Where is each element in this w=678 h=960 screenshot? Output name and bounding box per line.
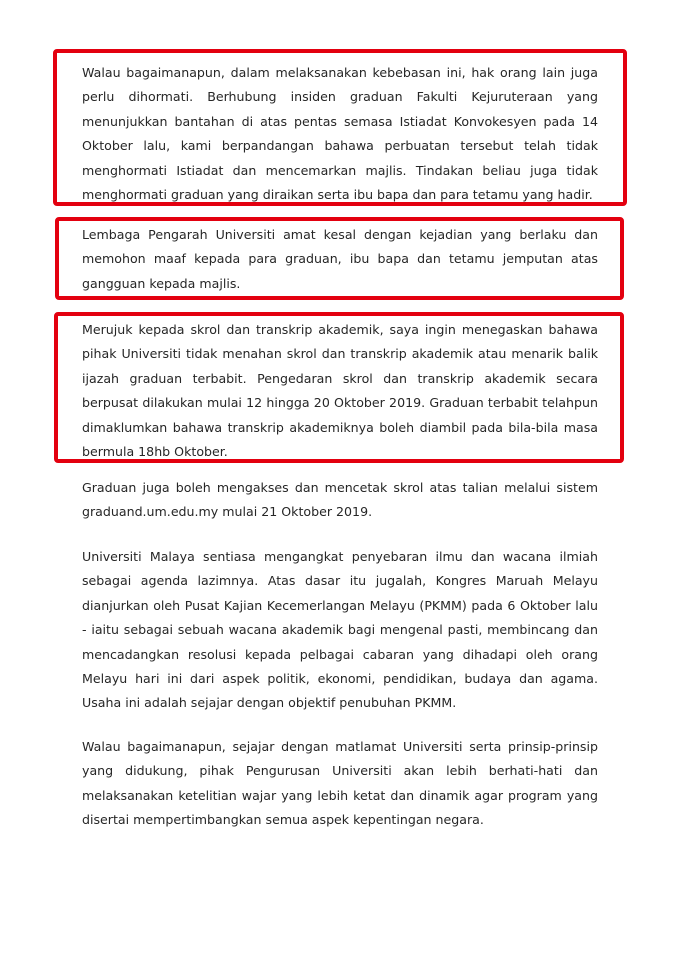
paragraph-scroll-transcript: Merujuk kepada skrol dan transkrip akademik, saya ingin menegaskan bahawa pihak Universiti tidak menahan skrol dan transkrip akademik atau menarik balik ijazah graduan terbabit. Pengedaran skrol dan transkrip akademik secara berpusat dilakukan mulai 12 hingga 20 Oktober 2019. Graduan terbabit telahpun dimaklumkan bahawa transkrip akademiknya boleh diambil pada bila-bila masa bermula 18hb Oktober. (82, 322, 598, 460)
paragraph-management-commitment: Walau bagaimanapun, sejajar dengan matlamat Universiti serta prinsip-prinsip yang didukung, pihak Pengurusan Universiti akan lebih berhati-hati dan melaksanakan ketelitian wajar yang lebih ketat dan dinamik agar program yang disertai mempertimbangkan semua aspek kepentingan negara. (82, 739, 598, 828)
paragraph-online-access: Graduan juga boleh mengakses dan mencetak skrol atas talian melalui sistem graduand.um.edu.my mulai 21 Oktober 2019. (82, 480, 598, 520)
paragraph-malay-congress: Universiti Malaya sentiasa mengangkat penyebaran ilmu dan wacana ilmiah sebagai agenda lazimnya. Atas dasar itu jugalah, Kongres Maruah Melayu dianjurkan oleh Pusat Kajian Kecemerlangan Melayu (PKMM) pada 6 Oktober lalu - iaitu sebagai sebuah wacana akademik bagi mengenal pasti, membincang dan mencadangkan resolusi kepada pelbagai cabaran yang dihadapi oleh orang Melayu hari ini dari aspek politik, ekonomi, pendidikan, budaya dan agama. Usaha ini adalah sejajar dengan objektif penubuhan PKMM. (82, 549, 598, 711)
paragraph-board-apology: Lembaga Pengarah Universiti amat kesal dengan kejadian yang berlaku dan memohon maaf kepada para graduan, ibu bapa dan tetamu jemputan atas gangguan kepada majlis. (82, 227, 598, 291)
paragraph-graduate-incident: Walau bagaimanapun, dalam melaksanakan kebebasan ini, hak orang lain juga perlu dihormati. Berhubung insiden graduan Fakulti Kejuruteraan yang menunjukkan bantahan di atas pentas semasa Istiadat Konvokesyen pada 14 Oktober lalu, kami berpandangan bahawa perbuatan tersebut telah tidak menghormati Istiadat dan mencemarkan majlis. Tindakan beliau juga tidak menghormati graduan yang diraikan serta ibu bapa dan para tetamu yang hadir. (82, 65, 598, 203)
